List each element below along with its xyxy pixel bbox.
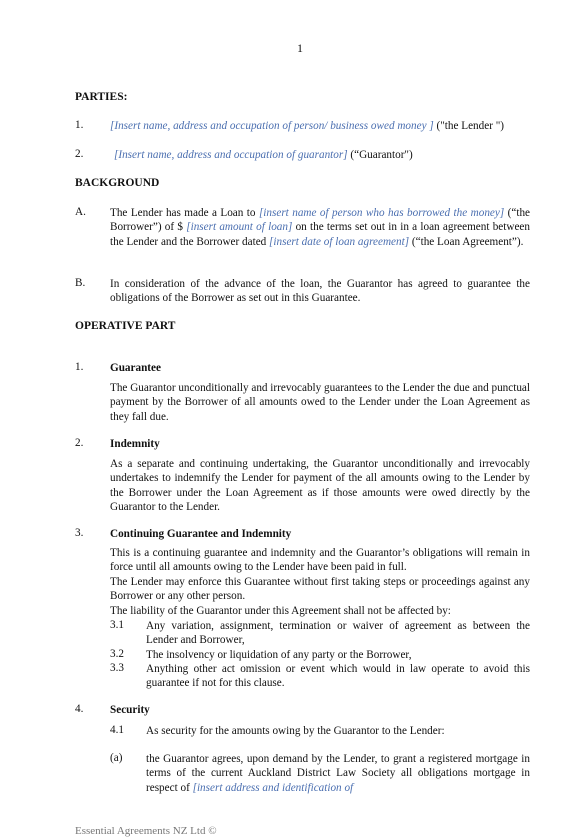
clause-4-a-text: the Guarantor agrees, upon demand by the Lender, to grant a registered mortgage in terms of the current Auckland District Law Society all obligations mortgage in respect of [insert address and identification of xyxy=(146,753,530,794)
placeholder-lender: [Insert name, address and occupation of person/ business owed money ] xyxy=(110,120,434,132)
clause-3-2-number: 3.2 xyxy=(110,648,124,660)
clause-4-a-number: (a) xyxy=(110,752,123,764)
clause-3-3-text: Anything other act omission or event which would in law operate to avoid this guarantee if not for this clause. xyxy=(146,663,530,690)
placeholder-borrower: [insert name of person who has borrowed the money] xyxy=(258,207,505,219)
clause-3-3-number: 3.3 xyxy=(110,662,124,674)
clause-1-title: Guarantee xyxy=(110,362,161,374)
background-b-number: B. xyxy=(75,277,86,289)
clause-2-title: Indemnity xyxy=(110,438,160,450)
background-b-text: In consideration of the advance of the loan, the Guarantor has agreed to guarantee the obligations of the Borrower as set out in this Guarantee. xyxy=(110,278,530,305)
party-1-number: 1. xyxy=(75,119,84,131)
clause-3-para-3: The liability of the Guarantor under this Agreement shall not be affected by: xyxy=(110,605,451,617)
clause-3-1-text: Any variation, assignment, termination or waiver of agreement as between the Lender and Borrower, xyxy=(146,620,530,647)
placeholder-loan-date: [insert date of loan agreement] xyxy=(269,235,410,248)
page-number: 1 xyxy=(297,41,303,55)
background-heading: BACKGROUND xyxy=(75,177,160,189)
party-2-text: [Insert name, address and occupation of guarantor] (“Guarantor") xyxy=(114,149,413,161)
party-2-number: 2. xyxy=(75,148,84,160)
clause-3-para-2: The Lender may enforce this Guarantee without first taking steps or proceedings against any Borrower or any other person. xyxy=(110,576,530,603)
clause-3-title: Continuing Guarantee and Indemnity xyxy=(110,528,292,540)
clause-4-title: Security xyxy=(110,704,150,716)
clause-4-1-number: 4.1 xyxy=(110,724,124,736)
placeholder-guarantor: [Insert name, address and occupation of guarantor] xyxy=(114,149,348,161)
clause-3-2-text: The insolvency or liquidation of any party or the Borrower, xyxy=(146,649,412,661)
placeholder-property: [insert address and identification of xyxy=(192,781,354,794)
clause-1-number: 1. xyxy=(75,361,84,373)
operative-heading: OPERATIVE PART xyxy=(75,320,176,332)
background-a-text: The Lender has made a Loan to [insert name of person who has borrowed the money] (“the Borrower”) of $ [insert amount of loan] on the terms set out in in a loan agreement between the Lender and the Borrower dated [insert date of loan agreement] (“the Loan Agreement”). xyxy=(110,207,531,248)
footer-copyright: Essential Agreements NZ Ltd © xyxy=(75,825,217,837)
clause-4-1-text: As security for the amounts owing by the Guarantor to the Lender: xyxy=(146,725,445,737)
clause-2-text: As a separate and continuing undertaking, the Guarantor unconditionally and irrevocably undertakes to indemnify the Lender for payment of the all amounts owing to the Lender by the Borrower under the Loan Agreement as if those amounts were owed directly by the Guarantor to the Lender. xyxy=(110,458,530,514)
background-a-number: A. xyxy=(75,206,86,218)
parties-heading: PARTIES: xyxy=(75,91,128,103)
party-1-text: [Insert name, address and occupation of person/ business owed money ] ("the Lender ") xyxy=(110,120,505,132)
clause-3-number: 3. xyxy=(75,527,84,539)
clause-4-number: 4. xyxy=(75,703,84,715)
placeholder-loan-amount: [insert amount of loan] xyxy=(186,221,293,234)
clause-3-para-1: This is a continuing guarantee and indemnity and the Guarantor’s obligations will remain in force until all amounts owing to the Lender have been paid in full. xyxy=(110,547,530,574)
clause-2-number: 2. xyxy=(75,437,84,449)
clause-1-text: The Guarantor unconditionally and irrevocably guarantees to the Lender the due and punctual payment by the Borrower of all amounts owed to the Lender under the Loan Agreement as they fall due. xyxy=(110,382,530,423)
clause-3-1-number: 3.1 xyxy=(110,619,124,631)
